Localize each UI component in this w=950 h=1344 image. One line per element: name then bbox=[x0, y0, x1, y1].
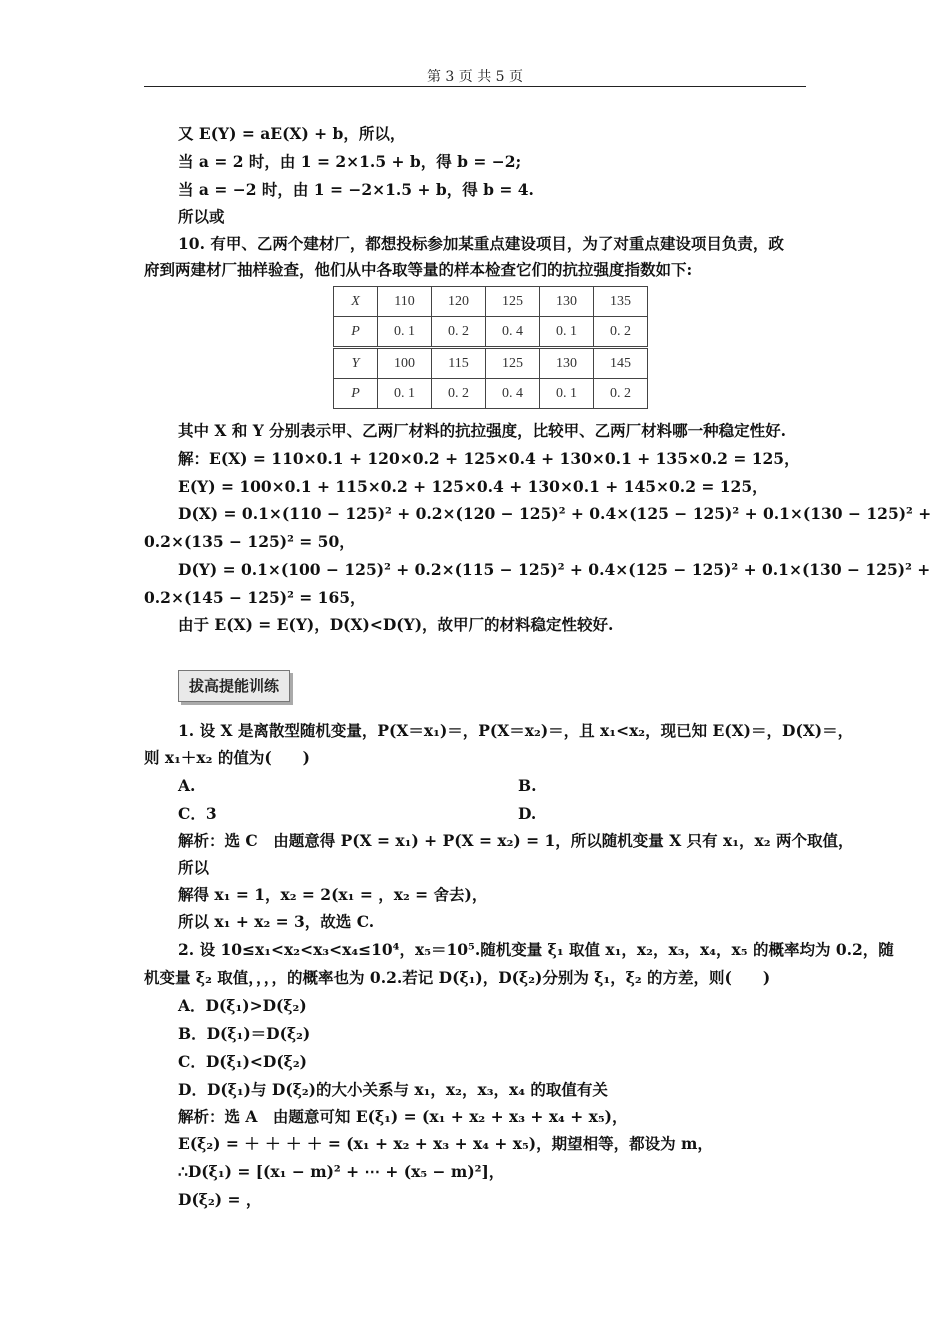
problem-2-line1: 2. 设 10≤x₁<x₂<x₃<x₄≤10⁴，x₅＝10⁵.随机变量 ξ₁ 取值 x₁，x₂，x₃，x₄，x₅ 的概率均为 0.2，随 bbox=[178, 940, 894, 959]
table-cell: 125 bbox=[486, 348, 540, 379]
table-cell: 0. 4 bbox=[486, 317, 540, 348]
solution-line: 0.2×(145 − 125)² = 165， bbox=[144, 588, 366, 607]
option-d: D．D(ξ₁)与 D(ξ₂)的大小关系与 x₁，x₂，x₃，x₄ 的取值有关 bbox=[178, 1080, 608, 1099]
table-cell: 0. 1 bbox=[540, 379, 594, 409]
table-cell: 130 bbox=[540, 348, 594, 379]
table-cell: 0. 2 bbox=[594, 317, 648, 348]
option-c: C．3 bbox=[178, 804, 217, 823]
solution-conclusion: 由于 E(X) = E(Y)，D(X)<D(Y)，故甲厂的材料稳定性较好. bbox=[178, 615, 614, 634]
table-cell: 0. 2 bbox=[594, 379, 648, 409]
table-cell: 0. 1 bbox=[378, 379, 432, 409]
option-b: B．D(ξ₁)＝D(ξ₂) bbox=[178, 1024, 311, 1043]
problem-2-line2: 机变量 ξ₂ 取值，，，，的概率也为 0.2.若记 D(ξ₁)，D(ξ₂)分别为 ξ₁，ξ₂ 的方差，则( ) bbox=[144, 968, 771, 987]
option-c: C．D(ξ₁)<D(ξ₂) bbox=[178, 1052, 307, 1071]
analysis-line: 解得 x₁ = 1，x₂ = 2(x₁ = ，x₂ = 舍去)， bbox=[178, 885, 488, 904]
problem-1-line1: 1. 设 X 是离散型随机变量，P(X＝x₁)＝，P(X＝x₂)＝，且 x₁<x₂，现已知 E(X)＝，D(X)＝， bbox=[178, 721, 854, 740]
solution-line: E(Y) = 100×0.1 + 115×0.2 + 125×0.4 + 130×0.1 + 145×0.2 = 125， bbox=[178, 477, 768, 496]
problem-1-line2: 则 x₁＋x₂ 的值为( ) bbox=[144, 748, 311, 767]
analysis-line: 所以 x₁ + x₂ = 3，故选 C. bbox=[178, 912, 375, 931]
table-cell: 0. 1 bbox=[378, 317, 432, 348]
table-cell: 0. 4 bbox=[486, 379, 540, 409]
analysis-line: D(ξ₂) = ， bbox=[178, 1190, 262, 1209]
analysis-line: 所以 bbox=[178, 858, 210, 877]
table-header-x: X bbox=[334, 287, 378, 317]
section-badge: 拔高提能训练 bbox=[178, 670, 290, 702]
question-10-line2: 府到两建材厂抽样验查，他们从中各取等量的样本检查它们的抗拉强度指数如下: bbox=[144, 260, 693, 279]
option-a: A. bbox=[178, 776, 196, 795]
table-cell: 0. 1 bbox=[540, 317, 594, 348]
table-header-y: Y bbox=[334, 348, 378, 379]
text-line: 当 a = 2 时，由 1 = 2×1.5 + b，得 b = −2; bbox=[178, 152, 522, 171]
option-a: A．D(ξ₁)>D(ξ₂) bbox=[178, 996, 307, 1015]
table-cell: 130 bbox=[540, 287, 594, 317]
solution-line: D(Y) = 0.1×(100 − 125)² + 0.2×(115 − 125)² + 0.4×(125 − 125)² + 0.1×(130 − 125)² + bbox=[178, 560, 931, 579]
question-10-statement: 其中 X 和 Y 分别表示甲、乙两厂材料的抗拉强度，比较甲、乙两厂材料哪一种稳定性好. bbox=[178, 421, 787, 440]
solution-line: 0.2×(135 − 125)² = 50， bbox=[144, 532, 355, 551]
table-cell: 110 bbox=[378, 287, 432, 317]
solution-line: 解：E(X) = 110×0.1 + 120×0.2 + 125×0.4 + 130×0.1 + 135×0.2 = 125， bbox=[178, 449, 800, 468]
table-cell: 0. 2 bbox=[432, 317, 486, 348]
table-cell: 120 bbox=[432, 287, 486, 317]
option-d: D. bbox=[518, 804, 537, 823]
analysis-line: ∴D(ξ₁) = [(x₁ − m)² + ⋯ + (x₅ − m)²]， bbox=[178, 1162, 505, 1181]
table-header-p: P bbox=[334, 317, 378, 348]
table-cell: 100 bbox=[378, 348, 432, 379]
analysis-line: 解析：选 C 由题意得 P(X = x₁) + P(X = x₂) = 1，所以随机变量 X 只有 x₁，x₂ 两个取值， bbox=[178, 831, 854, 850]
table-cell: 125 bbox=[486, 287, 540, 317]
table-cell: 145 bbox=[594, 348, 648, 379]
analysis-line: 解析：选 A 由题意可知 E(ξ₁) = (x₁ + x₂ + x₃ + x₄ + x₅)， bbox=[178, 1107, 628, 1126]
page-header: 第 3 页 共 5 页 bbox=[426, 69, 524, 85]
analysis-line: E(ξ₂) = ＋ ＋ ＋ ＋ = (x₁ + x₂ + x₃ + x₄ + x₅)，期望相等，都设为 m， bbox=[178, 1134, 713, 1153]
solution-line: D(X) = 0.1×(110 − 125)² + 0.2×(120 − 125)² + 0.4×(125 − 125)² + 0.1×(130 − 125)² + bbox=[178, 504, 932, 523]
text-line: 所以或 bbox=[178, 207, 225, 226]
table-header-p: P bbox=[334, 379, 378, 409]
text-line: 又 E(Y) = aE(X) + b，所以， bbox=[178, 124, 406, 143]
distribution-table bbox=[333, 286, 648, 409]
question-10-line1: 10. 有甲、乙两个建材厂，都想投标参加某重点建设项目，为了对重点建设项目负责，政 bbox=[178, 234, 784, 253]
table-cell: 115 bbox=[432, 348, 486, 379]
table-cell: 135 bbox=[594, 287, 648, 317]
table-cell: 0. 2 bbox=[432, 379, 486, 409]
option-b: B. bbox=[518, 776, 537, 795]
text-line: 当 a = −2 时，由 1 = −2×1.5 + b，得 b = 4. bbox=[178, 180, 534, 199]
header-rule bbox=[144, 86, 806, 87]
